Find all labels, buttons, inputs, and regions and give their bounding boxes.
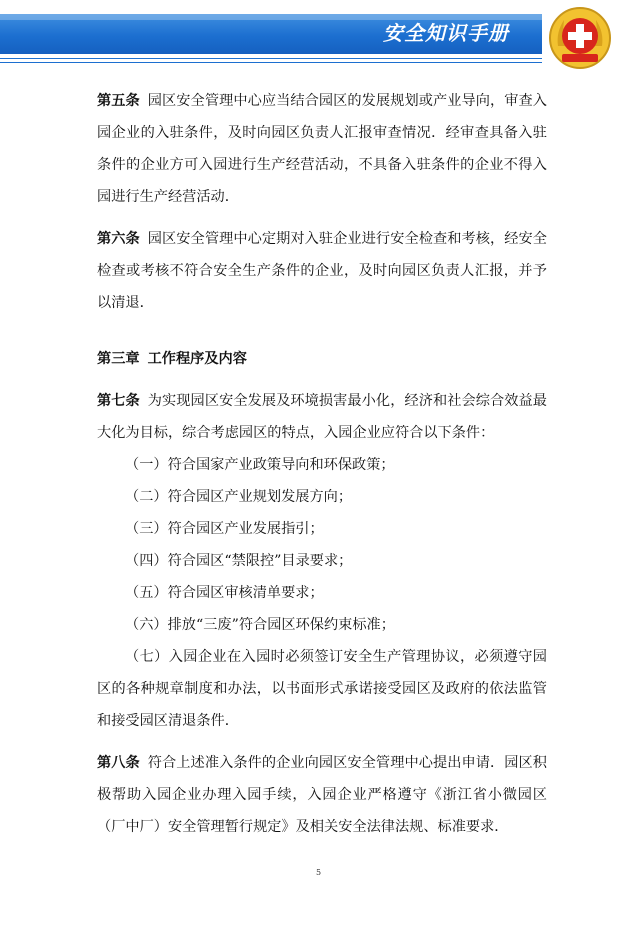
article-7-label: 第七条 [97,393,140,409]
article-6-text: 园区安全管理中心定期对入驻企业进行安全检查和考核，经安全检查或考核不符合安全生产条件的企业，及时向园区负责人汇报，并予以清退． [97,231,547,311]
article-7 [97,385,547,449]
article-5 [97,85,547,213]
article-7-item: （七）入园企业在入园时必须签订安全生产管理协议，必须遵守园区的各种规章制度和办法，以书面形式承诺接受园区及政府的依法监管和接受园区清退条件． [97,649,547,729]
article-7-item: （二）符合园区产业规划发展方向； [125,489,353,505]
article-5-label: 第五条 [97,93,140,109]
article-6 [97,223,547,319]
article-8-text: 符合上述准入条件的企业向园区安全管理中心提出申请．园区积极帮助入园企业办理入园手续，入园企业严格遵守《浙江省小微园区（厂中厂）安全管理暂行规定》及相关安全法律法规、标准要求． [97,755,547,835]
handbook-title: 安全知识手册 [383,21,509,45]
article-7-item: （六）排放“三废”符合园区环保约束标准； [125,617,395,633]
article-6-label: 第六条 [97,231,140,247]
header-rule-top [0,58,542,59]
article-8 [97,747,547,843]
page-number: 5 [315,868,322,877]
safety-emblem-icon [548,6,612,70]
article-5-text: 园区安全管理中心应当结合园区的发展规划或产业导向，审查入园企业的入驻条件，及时向园区负责人汇报审查情况．经审查具备入驻条件的企业方可入园进行生产经营活动，不具备入驻条件的企业不得入园进行生产经营活动． [97,93,547,205]
chapter-3-title: 工作程序及内容 [147,351,247,367]
article-7-item: （一）符合国家产业政策导向和环保政策； [125,457,395,473]
page-body [97,85,547,843]
article-7-item: （五）符合园区审核清单要求； [125,585,324,601]
chapter-3-label: 第三章 [97,351,140,367]
article-7-item: （三）符合园区产业发展指引； [125,521,324,537]
article-7-item: （四）符合园区“禁限控”目录要求； [125,553,353,569]
article-7-text: 为实现园区安全发展及环境损害最小化，经济和社会综合效益最大化为目标，综合考虑园区的特点，入园企业应符合以下条件： [97,393,547,441]
chapter-3-heading [97,343,547,375]
page-header [0,0,637,70]
article-8-label: 第八条 [97,755,140,771]
header-rule-bottom [0,62,542,63]
